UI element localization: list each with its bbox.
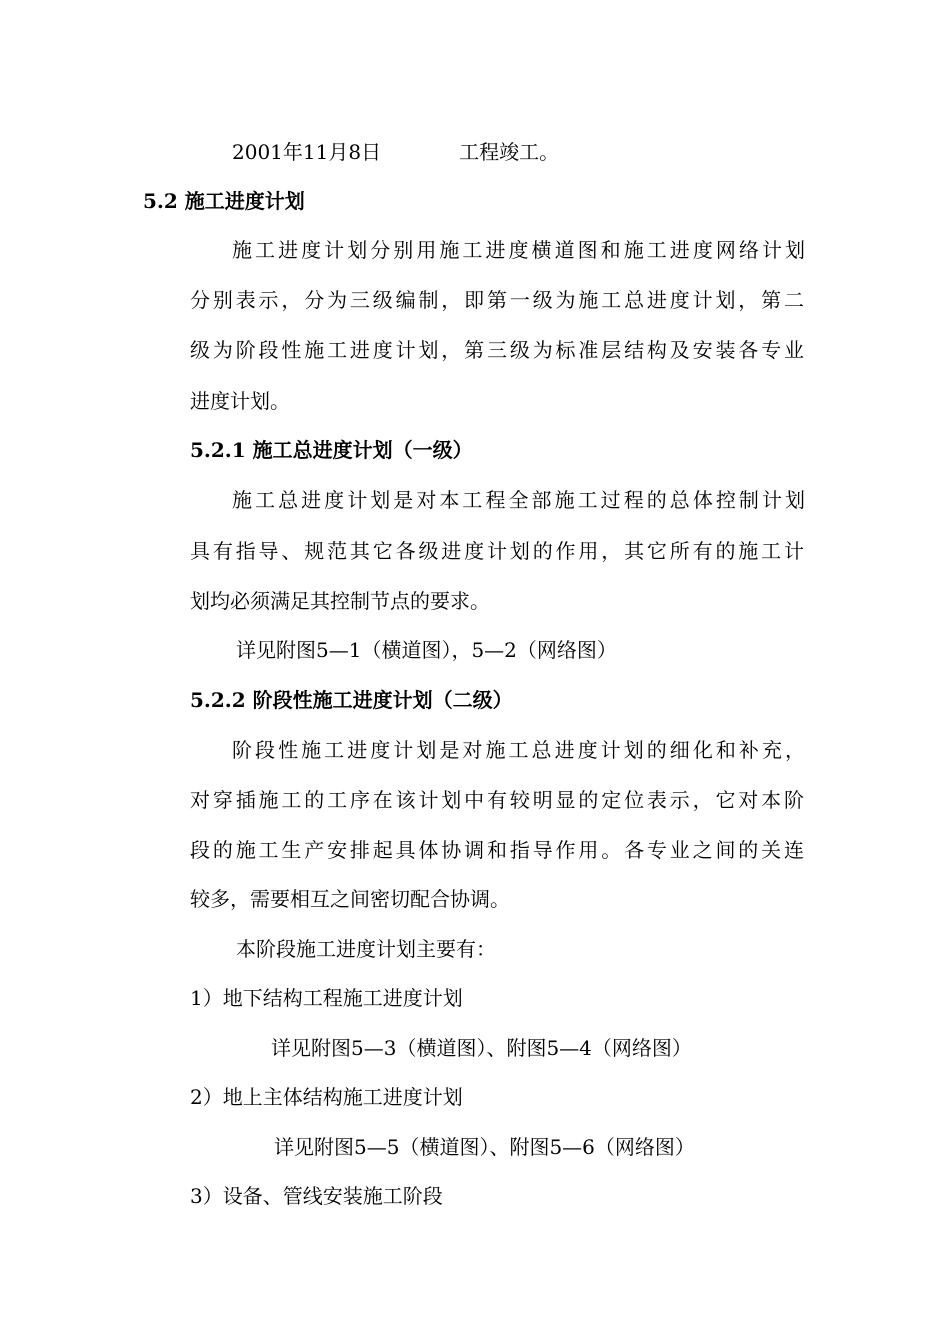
section-heading-5-2: 5.2 施工进度计划: [143, 189, 305, 213]
paragraph-line: 施工进度计划分别用施工进度横道图和施工进度网络计划: [232, 238, 805, 262]
paragraph-line: 具有指导、规范其它各级进度计划的作用，其它所有的施工计: [190, 539, 804, 563]
schedule-line: [232, 138, 559, 166]
paragraph-line: 施工总进度计划是对本工程全部施工过程的总体控制计划: [232, 488, 805, 512]
section-heading-5-2-2: 5.2.2 阶段性施工进度计划（二级）: [190, 688, 513, 712]
schedule-event: 工程竣工。: [459, 140, 560, 164]
paragraph-line: 进度计划。: [190, 389, 290, 413]
figure-reference: 详见附图5—1（横道图），5—2（网络图）: [236, 638, 617, 662]
list-intro: 本阶段施工进度计划主要有：: [236, 937, 496, 961]
paragraph-line: 分别表示，分为三级编制，即第一级为施工总进度计划，第二: [190, 288, 804, 312]
section-heading-5-2-1: 5.2.1 施工总进度计划（一级）: [190, 438, 473, 462]
paragraph-line: 对穿插施工的工序在该计划中有较明显的定位表示，它对本阶: [190, 788, 804, 812]
figure-reference: 详见附图5—3（横道图）、附图5—4（网络图）: [271, 1036, 692, 1060]
paragraph-line: 较多，需要相互之间密切配合协调。: [190, 887, 510, 911]
paragraph-line: 级为阶段性施工进度计划，第三级为标准层结构及安装各专业: [190, 338, 804, 362]
figure-reference: 详见附图5—5（横道图）、附图5—6（网络图）: [274, 1135, 695, 1159]
list-item: 2）地上主体结构施工进度计划: [190, 1085, 463, 1109]
list-item: 1）地下结构工程施工进度计划: [190, 986, 463, 1010]
paragraph-line: 阶段性施工进度计划是对施工总进度计划的细化和补充，: [232, 738, 805, 762]
paragraph-line: 段的施工生产安排起具体协调和指导作用。各专业之间的关连: [190, 838, 804, 862]
schedule-date: 2001年11月8日: [232, 140, 382, 164]
list-item: 3）设备、管线安装施工阶段: [190, 1184, 443, 1208]
paragraph-line: 划均必须满足其控制节点的要求。: [190, 589, 490, 613]
